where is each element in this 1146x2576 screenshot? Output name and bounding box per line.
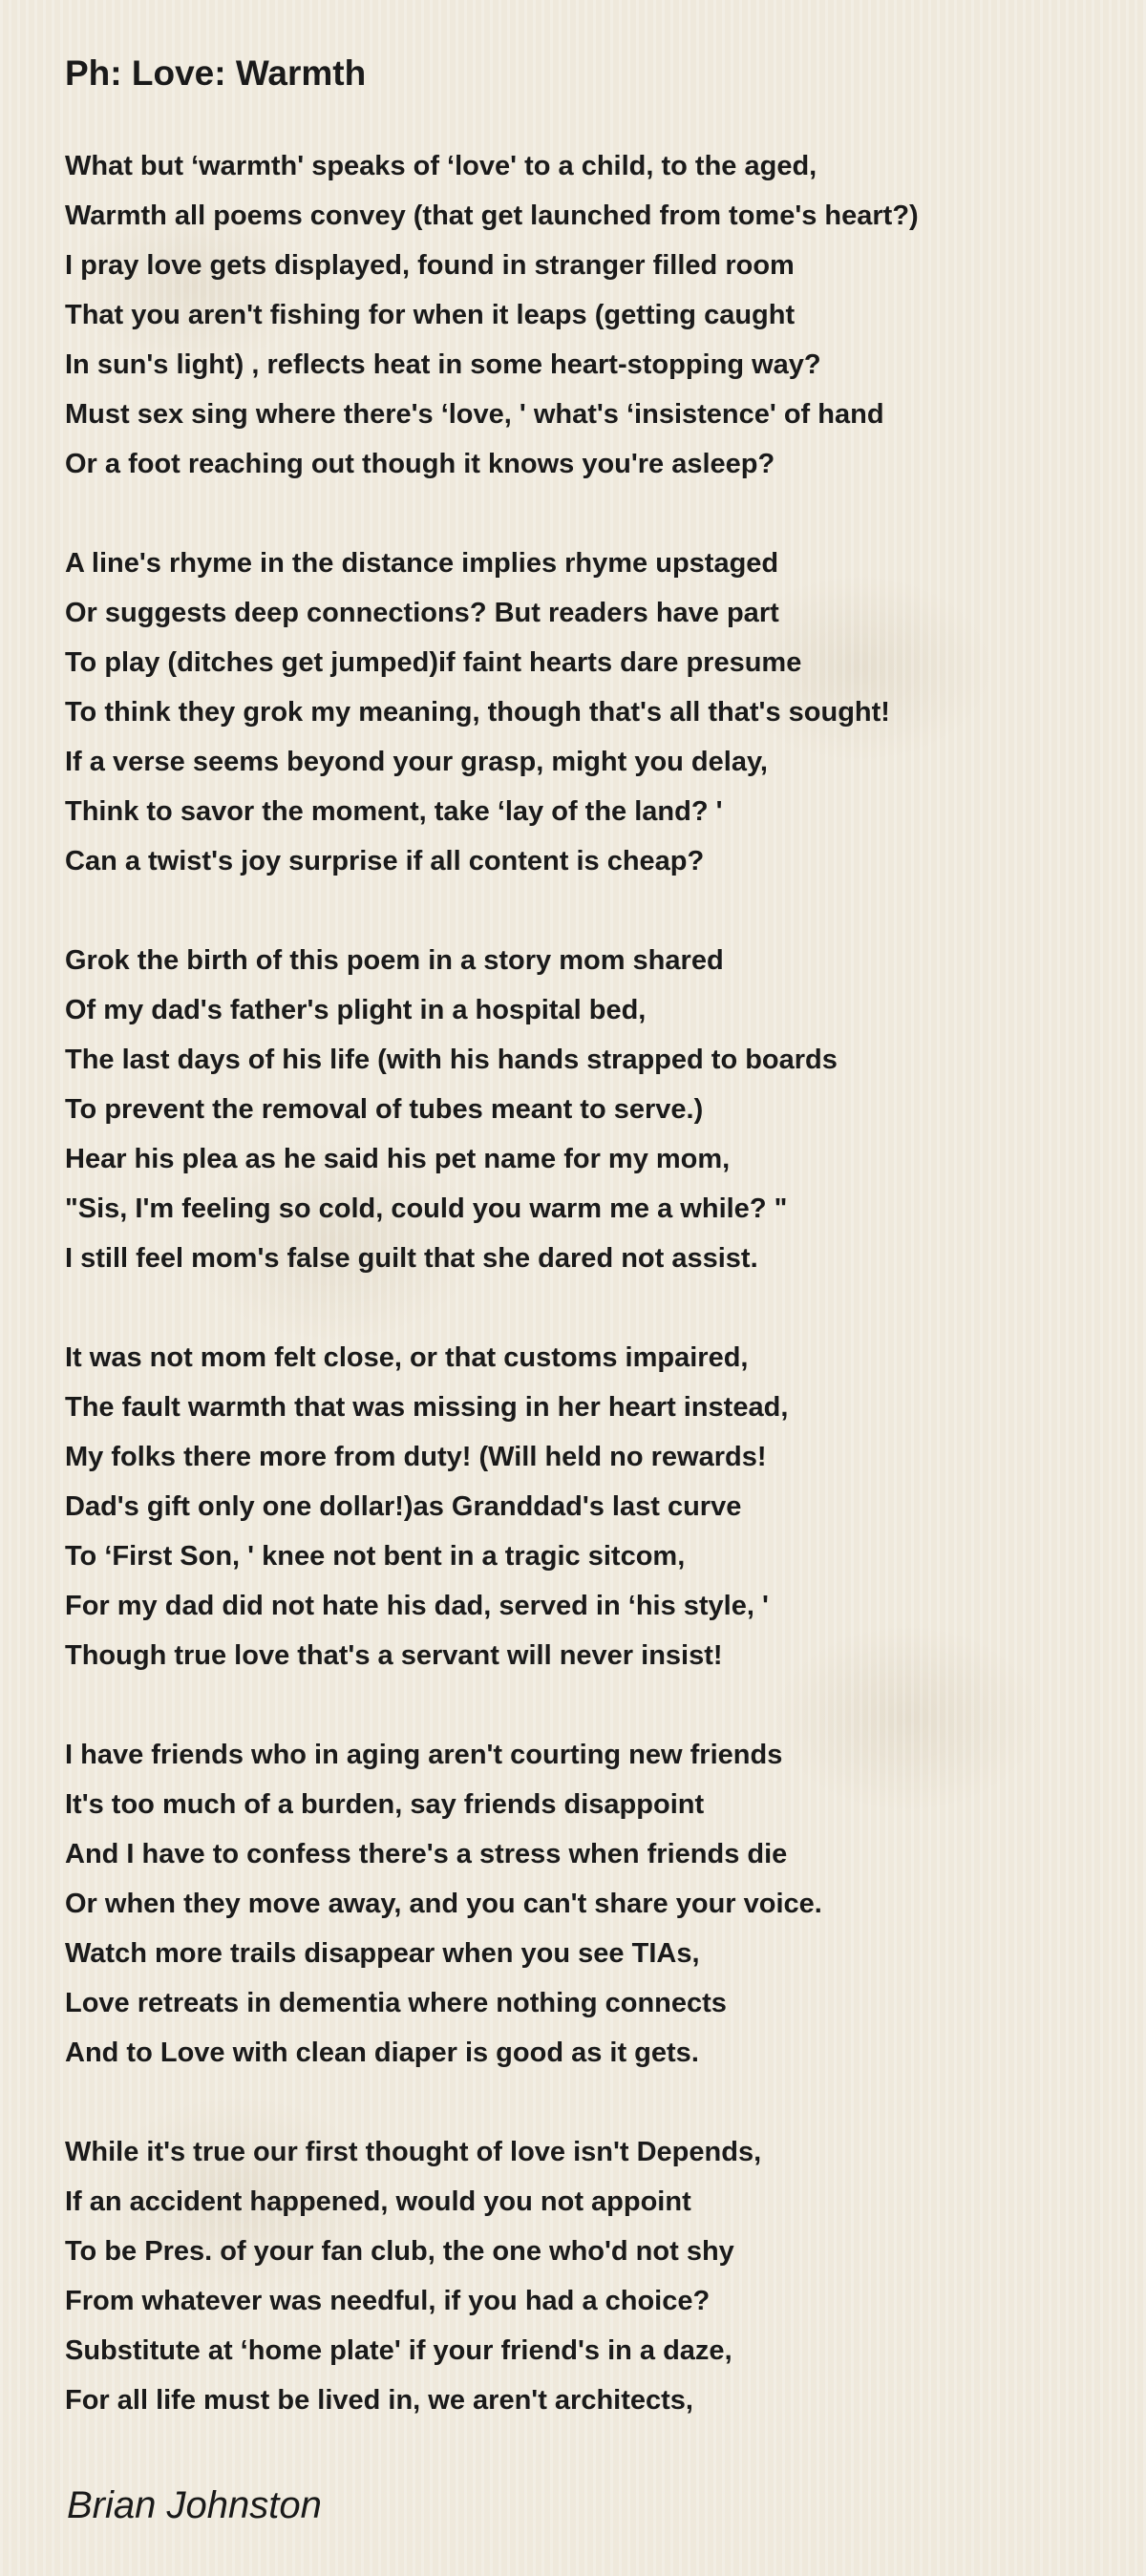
poem-body (65, 141, 1115, 2475)
poem-line: For all life must be lived in, we aren't architects, (65, 2385, 693, 2416)
poem-line: Warmth all poems convey (that get launched from tome's heart?) (65, 201, 919, 231)
poem-line: It was not mom felt close, or that customs impaired, (65, 1342, 749, 1373)
poem-line: To be Pres. of your fan club, the one who'd not shy (65, 2236, 734, 2267)
poem-line: I pray love gets displayed, found in stranger filled room (65, 250, 795, 281)
poem-line: If an accident happened, would you not appoint (65, 2186, 691, 2217)
stanza (65, 2127, 1115, 2425)
poem-line: Watch more trails disappear when you see TIAs, (65, 1938, 700, 1969)
poem-line: Of my dad's father's plight in a hospital bed, (65, 995, 647, 1025)
poem-line: Love retreats in dementia where nothing connects (65, 1988, 727, 2018)
stanza (65, 538, 1115, 886)
poem-title: Ph: Love: Warmth (65, 53, 367, 93)
stanza (65, 141, 1115, 489)
poem-line: And to Love with clean diaper is good as it gets. (65, 2038, 699, 2068)
poem-line: While it's true our first thought of love isn't Depends, (65, 2137, 762, 2167)
poem-line: Can a twist's joy surprise if all content is cheap? (65, 846, 705, 876)
poem-line: Or suggests deep connections? But readers have part (65, 598, 779, 628)
poem-line: Must sex sing where there's ‘love, ' what's ‘insistence' of hand (65, 399, 884, 430)
poem-line: Hear his plea as he said his pet name for my mom, (65, 1144, 731, 1174)
poem-line: If a verse seems beyond your grasp, might you delay, (65, 747, 768, 777)
poem-line: Or when they move away, and you can't share your voice. (65, 1889, 822, 1919)
author-name: Brian Johnston (67, 2484, 322, 2526)
poem-line: Grok the birth of this poem in a story mom shared (65, 945, 724, 976)
poem-line: To play (ditches get jumped)if faint hearts dare presume (65, 647, 802, 678)
poem-line: What but ‘warmth' speaks of ‘love' to a child, to the aged, (65, 151, 817, 181)
poem-line: Though true love that's a servant will never insist! (65, 1640, 723, 1671)
poem-line: Dad's gift only one dollar!)as Granddad's last curve (65, 1491, 742, 1522)
poem-line: Or a foot reaching out though it knows you're asleep? (65, 449, 775, 479)
poem-line: And I have to confess there's a stress when friends die (65, 1839, 788, 1869)
poem-line: My folks there more from duty! (Will held no rewards! (65, 1442, 767, 1472)
poem-line: I still feel mom's false guilt that she dared not assist. (65, 1243, 758, 1274)
poem-line: To prevent the removal of tubes meant to serve.) (65, 1094, 704, 1125)
poem-line: To ‘First Son, ' knee not bent in a tragic sitcom, (65, 1541, 686, 1572)
poem-line: Think to savor the moment, take ‘lay of the land? ' (65, 796, 723, 827)
poem-line: The last days of his life (with his hands strapped to boards (65, 1045, 838, 1075)
poem-line: That you aren't fishing for when it leaps (getting caught (65, 300, 796, 330)
poem-line: I have friends who in aging aren't courting new friends (65, 1740, 783, 1770)
stanza (65, 936, 1115, 1283)
poem-line: From whatever was needful, if you had a choice? (65, 2286, 711, 2316)
poem-line: The fault warmth that was missing in her heart instead, (65, 1392, 789, 1423)
stanza (65, 1333, 1115, 1680)
poem-line: A line's rhyme in the distance implies rhyme upstaged (65, 548, 779, 579)
poem-line: It's too much of a burden, say friends disappoint (65, 1789, 705, 1820)
stanza (65, 1730, 1115, 2078)
poem-line: For my dad did not hate his dad, served in ‘his style, ' (65, 1591, 769, 1621)
poem-line: In sun's light) , reflects heat in some heart-stopping way? (65, 349, 821, 380)
poem-line: To think they grok my meaning, though that's all that's sought! (65, 697, 890, 728)
poem-line: Substitute at ‘home plate' if your friend's in a daze, (65, 2335, 732, 2366)
poem-line: "Sis, I'm feeling so cold, could you warm me a while? " (65, 1193, 788, 1224)
